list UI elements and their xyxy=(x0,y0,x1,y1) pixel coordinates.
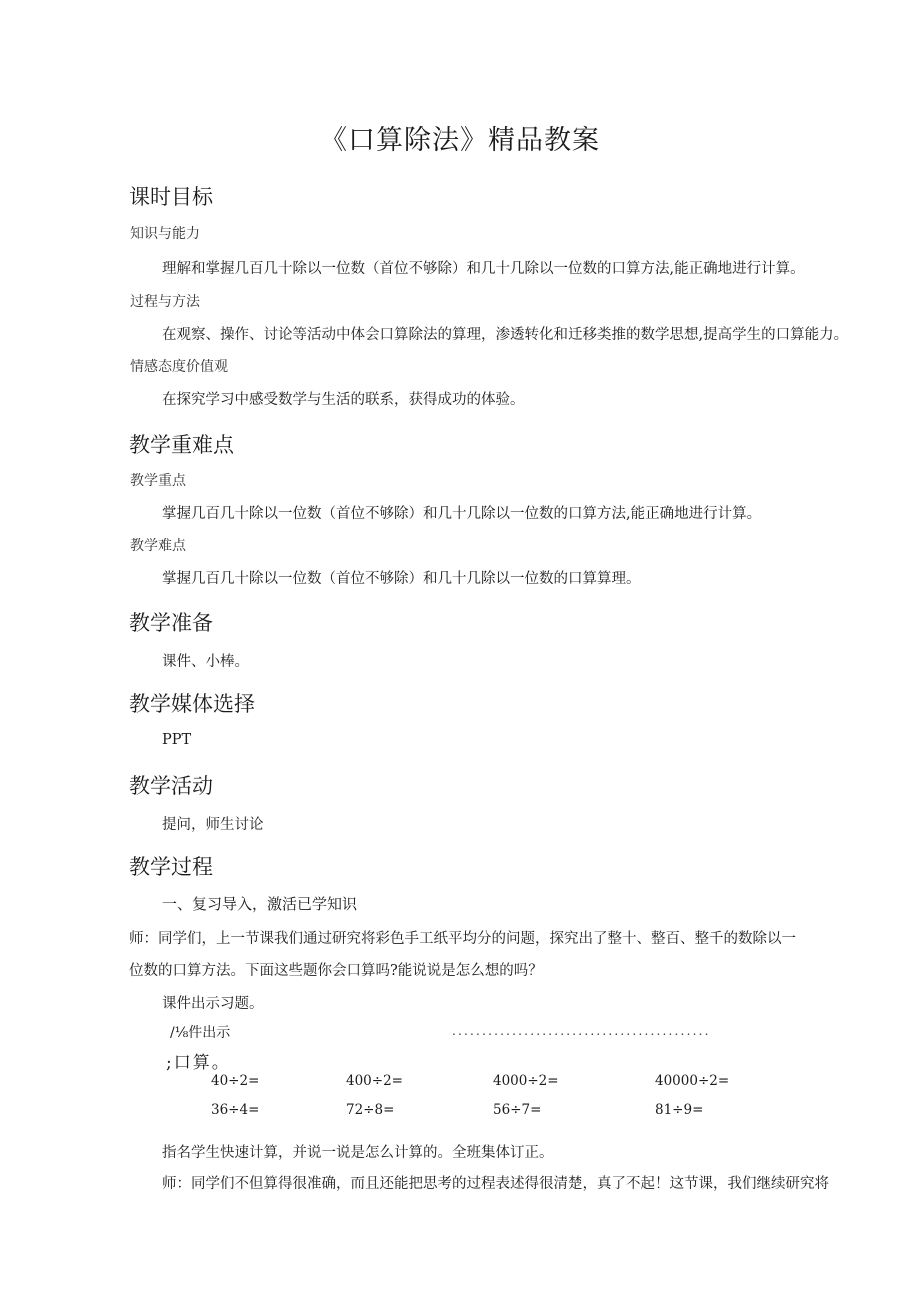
para-media: PPT xyxy=(162,732,192,748)
courseware-note: 课件出示习题。 xyxy=(162,996,264,1012)
heading-activity: 教学活动 xyxy=(129,774,213,798)
heading-keypoints: 教学重难点 xyxy=(129,433,234,457)
courseware-label: /⅛件出示 xyxy=(170,1025,231,1041)
heading-media: 教学媒体选择 xyxy=(129,692,255,716)
exercise-r1c2: 400÷2= xyxy=(346,1073,403,1089)
exercise-r2c4: 81÷9= xyxy=(655,1102,704,1118)
sub-process: 过程与方法 xyxy=(130,294,200,310)
instruction-text: 指名学生快速计算，并说一说是怎么计算的。全班集体订正。 xyxy=(162,1145,554,1161)
dotted-leader: ........................................... xyxy=(452,1024,711,1038)
teacher-line-1: 师：同学们，上一节课我们通过研究将彩色手工纸平均分的问题，探究出了整十、整百、整千的数除以一 xyxy=(129,931,796,947)
exercise-r1c3: 4000÷2= xyxy=(493,1073,559,1089)
heading-goals: 课时目标 xyxy=(129,185,213,209)
exercise-r2c3: 56÷7= xyxy=(493,1102,542,1118)
para-activity: 提问，师生讨论 xyxy=(162,817,264,833)
step-one-heading: 一、复习导入，激活已学知识 xyxy=(162,895,358,913)
exercise-r1c4: 40000÷2= xyxy=(655,1073,730,1089)
heading-prep: 教学准备 xyxy=(129,611,213,635)
exercise-r2c1: 36÷4= xyxy=(211,1102,260,1118)
sub-emotion: 情感态度价值观 xyxy=(130,359,228,375)
para-process: 在观察、操作、讨论等活动中体会口算除法的算理，渗透转化和迁移类推的数学思想,提高学生的口算能力。 xyxy=(162,327,849,343)
sub-knowledge: 知识与能力 xyxy=(130,226,200,242)
sub-difficulty: 教学难点 xyxy=(130,538,186,554)
para-prep: 课件、小棒。 xyxy=(162,654,249,670)
exercise-r2c2: 72÷8= xyxy=(346,1102,395,1118)
page-title: 《口算除法》精品教案 xyxy=(320,125,600,156)
teacher-line-3: 师：同学们不但算得很准确，而且还能把思考的过程表述得很清楚，真了不起！这节课，我们继续研究将 xyxy=(162,1176,829,1192)
para-focus: 掌握几百几十除以一位数（首位不够除）和几十几除以一位数的口算方法,能正确地进行计算。 xyxy=(162,506,762,522)
teacher-line-2: 位数的口算方法。下面这些题你会口算吗?能说说是怎么想的吗？ xyxy=(129,963,543,979)
sub-focus: 教学重点 xyxy=(130,473,186,489)
para-emotion: 在探究学习中感受数学与生活的联系，获得成功的体验。 xyxy=(162,392,525,408)
heading-process: 教学过程 xyxy=(129,855,213,879)
oral-calc-label: ;口算。 xyxy=(166,1053,231,1073)
para-knowledge: 理解和掌握几百几十除以一位数（首位不够除）和几十几除以一位数的口算方法,能正确地进行计算。 xyxy=(162,261,805,277)
exercise-r1c1: 40÷2= xyxy=(211,1073,260,1089)
para-difficulty: 掌握几百几十除以一位数（首位不够除）和几十几除以一位数的口算算理。 xyxy=(162,571,641,587)
